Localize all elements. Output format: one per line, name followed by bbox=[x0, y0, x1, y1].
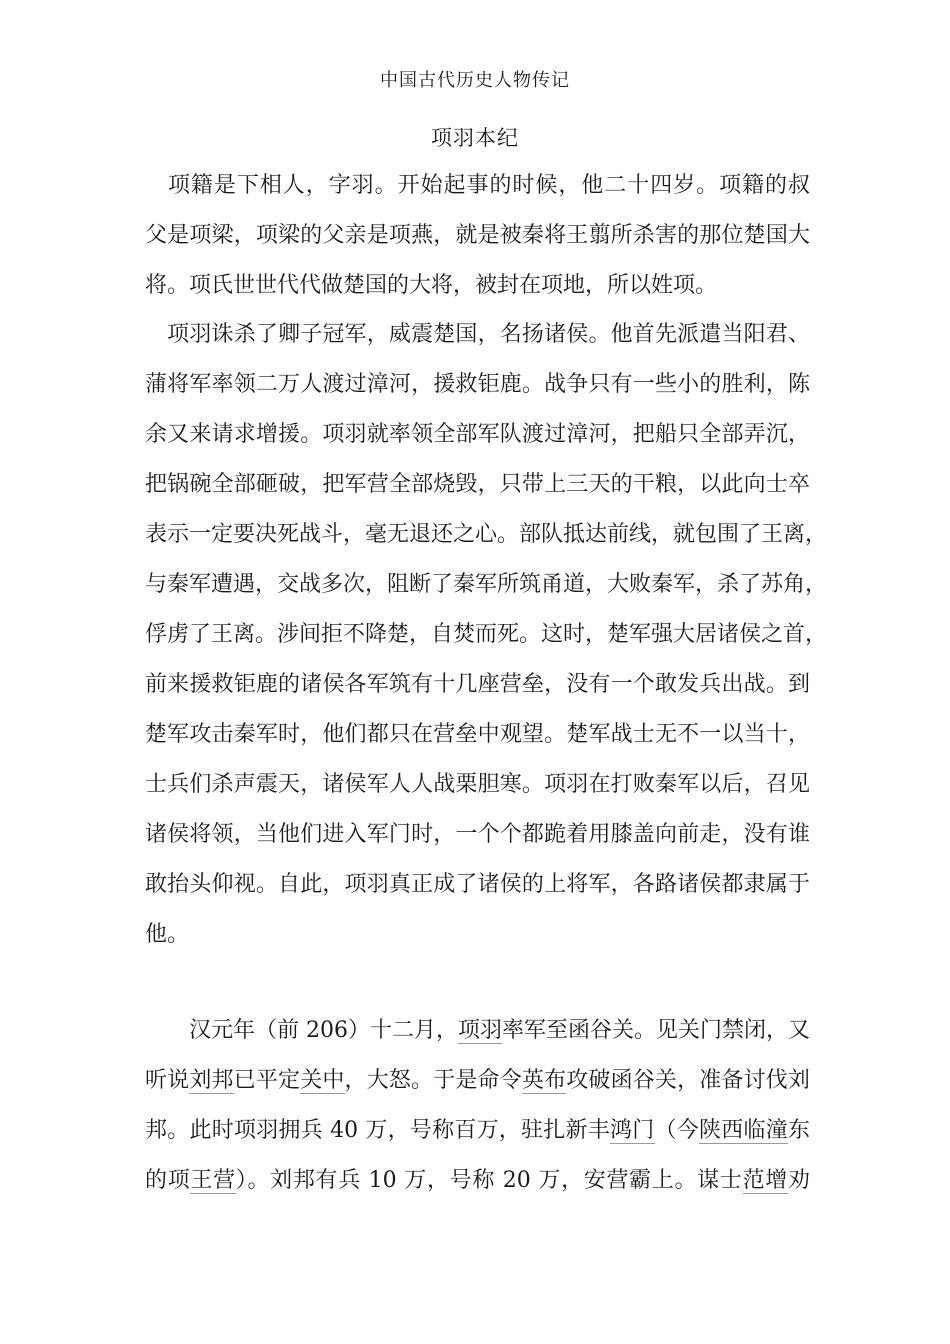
text-run: ）。刘邦有兵 10 万，号称 20 万，安营霸上。谋士 bbox=[235, 1168, 743, 1193]
link-lintong[interactable]: 临潼 bbox=[743, 1118, 788, 1143]
link-liubang[interactable]: 刘邦 bbox=[189, 1068, 234, 1093]
link-yingbu[interactable]: 英布 bbox=[521, 1068, 567, 1093]
paragraph-line: 与秦军遭遇，交战多次，阻断了秦军所筑甬道，大败秦军，杀了苏角， bbox=[145, 572, 828, 597]
text-run: 听说 bbox=[145, 1068, 190, 1093]
paragraph-line: 将。项氏世世代代做楚国的大将，被封在项地，所以姓项。 bbox=[145, 273, 718, 298]
paragraph-line: 他。 bbox=[145, 922, 190, 947]
text-run: 汉元年（前 206）十二月， bbox=[145, 1018, 458, 1043]
paragraph-line bbox=[145, 1106, 810, 1156]
paragraph-line: 蒲将军率领二万人渡过漳河，援救钜鹿。战争只有一些小的胜利，陈 bbox=[145, 372, 810, 397]
link-fanzeng[interactable]: 范增 bbox=[742, 1168, 788, 1193]
paragraph-line bbox=[145, 1006, 810, 1056]
paragraph-line: 前来援救钜鹿的诸侯各军筑有十几座营垒，没有一个敢发兵出战。到 bbox=[145, 672, 810, 697]
text-run: 东 bbox=[787, 1118, 810, 1143]
paragraph-line: 俘虏了王离。涉间拒不降楚，自焚而死。这时，楚军强大居诸侯之首， bbox=[145, 622, 828, 647]
paragraph-line: 表示一定要决死战斗，毫无退还之心。部队抵达前线，就包围了王离， bbox=[145, 522, 828, 547]
text-run: 攻破函谷关，准备讨伐刘 bbox=[566, 1068, 810, 1093]
text-run: 的项 bbox=[145, 1168, 191, 1193]
text-run: ，大怒。于是命令 bbox=[344, 1068, 522, 1093]
paragraph-line: 项籍是下相人，字羽。开始起事的时候，他二十四岁。项籍的叔 bbox=[145, 173, 810, 198]
paragraph-line: 项羽诛杀了卿子冠军，威震楚国，名扬诸侯。他首先派遣当阳君、 bbox=[145, 322, 810, 347]
text-run: （今 bbox=[654, 1118, 699, 1143]
link-wangying[interactable]: 王营 bbox=[190, 1168, 236, 1193]
paragraph-line: 士兵们杀声震天，诸侯军人人战栗胆寒。项羽在打败秦军以后，召见 bbox=[145, 772, 810, 797]
paragraph-2 bbox=[145, 310, 828, 960]
paragraph-line: 诸侯将领，当他们进入军门时，一个个都跪着用膝盖向前走，没有谁 bbox=[145, 822, 810, 847]
link-guanzhong[interactable]: 关中 bbox=[300, 1068, 345, 1093]
link-hongmen[interactable]: 鸿门 bbox=[610, 1118, 655, 1143]
paragraph-line: 把锅碗全部砸破，把军营全部烧毁，只带上三天的干粮，以此向士卒 bbox=[145, 472, 810, 497]
paragraph-line: 父是项梁，项梁的父亲是项燕，就是被秦将王翦所杀害的那位楚国大 bbox=[145, 223, 810, 248]
paragraph-line: 楚军攻击秦军时，他们都只在营垒中观望。楚军战士无不一以当十， bbox=[145, 722, 810, 747]
paragraph-line bbox=[145, 1156, 810, 1206]
text-run: 已平定 bbox=[233, 1068, 301, 1093]
text-run: 邦。此时项羽拥兵 40 万，号称百万，驻扎新丰 bbox=[145, 1118, 611, 1143]
paragraph-line: 敢抬头仰视。自此，项羽真正成了诸侯的上将军，各路诸侯都隶属于 bbox=[145, 872, 810, 897]
text-run: 劝 bbox=[787, 1168, 810, 1193]
paragraph-1 bbox=[145, 161, 810, 311]
text-run: 率军至函谷关。见关门禁闭，又 bbox=[502, 1018, 811, 1043]
series-title: 中国古代历史人物传记 bbox=[380, 70, 570, 91]
paragraph-line: 余又来请求增援。项羽就率领全部军队渡过漳河，把船只全部弄沉， bbox=[145, 422, 810, 447]
paragraph-line bbox=[145, 1056, 810, 1106]
link-shaanxi[interactable]: 陕西 bbox=[698, 1118, 744, 1143]
paragraph-3 bbox=[145, 1006, 810, 1206]
link-xiangyu[interactable]: 项羽 bbox=[458, 1018, 503, 1043]
article-title: 项羽本纪 bbox=[431, 126, 519, 150]
